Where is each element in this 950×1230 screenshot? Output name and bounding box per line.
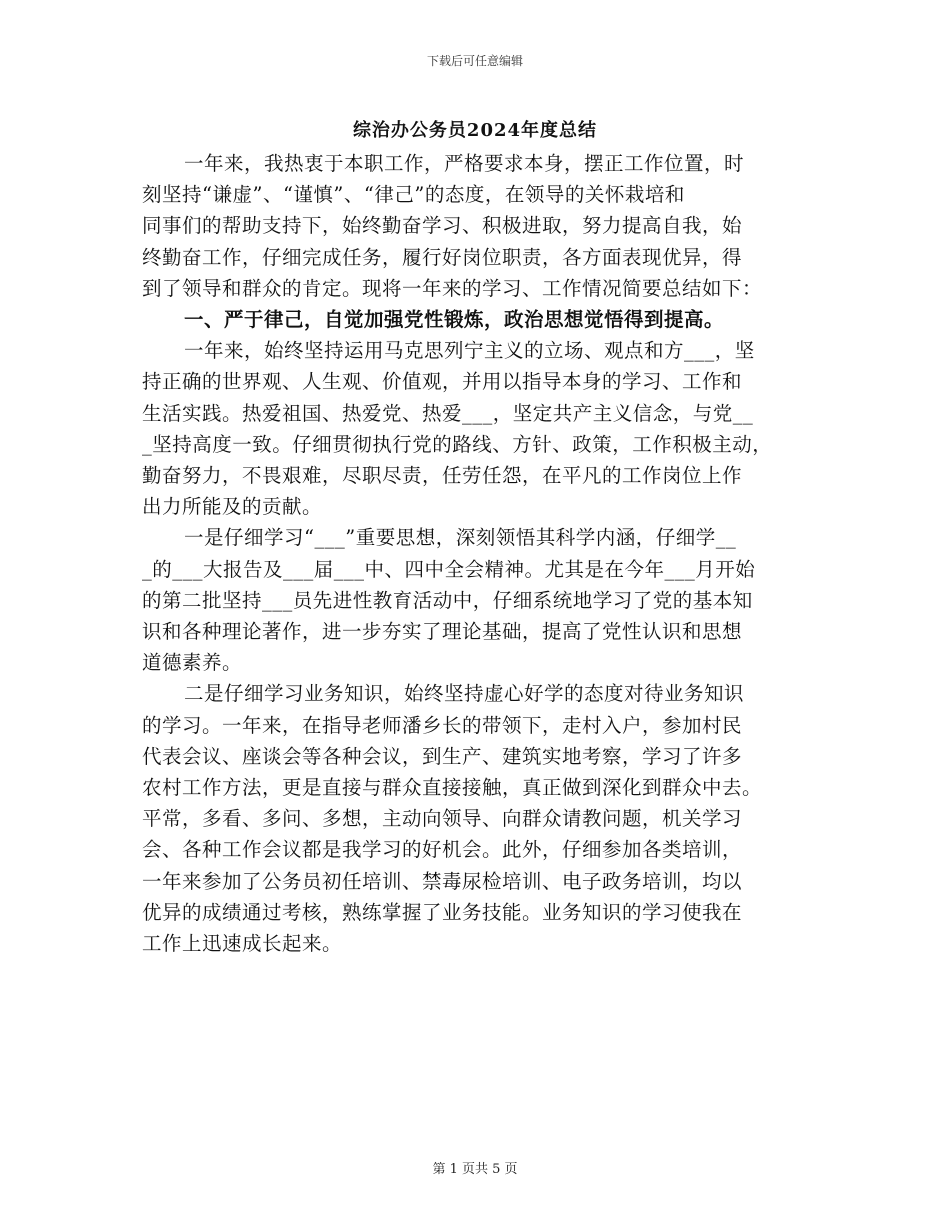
page-footer: 第 1 页共 5 页 [432, 1162, 518, 1177]
document-body [142, 148, 814, 959]
paragraph-line: 出力所能及的贡献。 [142, 495, 323, 519]
paragraph-line: 到了领导和群众的肯定。现将一年来的学习、工作情况简要总结如下： [142, 276, 763, 300]
paragraph-line: 识和各种理论著作，进一步夯实了理论基础，提高了党性认识和思想 [142, 620, 743, 644]
paragraph-line: 二是仔细学习业务知识，始终坚持虚心好学的态度对待业务知识 [184, 682, 745, 706]
section-heading-line: 一、严于律己，自觉加强党性锻炼，政治思想觉悟得到提高。 [184, 308, 725, 332]
paragraph-line: 道德素养。 [142, 651, 243, 675]
paragraph-line: 生活实践。热爱祖国、热爱党、热爱___，坚定共产主义信念，与党__ [142, 401, 754, 425]
paragraph-line: 同事们的帮助支持下，始终勤奋学习、积极进取，努力提高自我，始 [142, 214, 743, 238]
document-title: 综治办公务员2024年度总结 [352, 120, 598, 141]
paragraph-line: 的学习。一年来，在指导老师潘乡长的带领下，走村入户，参加村民 [142, 713, 743, 737]
paragraph-line: 一年来参加了公务员初任培训、禁毒尿检培训、电子政务培训，均以 [142, 869, 743, 893]
paragraph-line: 刻坚持“谦虚”、“谨慎”、“律己”的态度，在领导的关怀栽培和 [142, 183, 685, 207]
paragraph-line: 持正确的世界观、人生观、价值观，并用以指导本身的学习、工作和 [142, 370, 743, 394]
page-header-note: 下载后可任意编辑 [426, 54, 523, 68]
paragraph-line: 优异的成绩通过考核，熟练掌握了业务技能。业务知识的学习使我在 [142, 900, 743, 924]
paragraph-line: 代表会议、座谈会等各种会议，到生产、建筑实地考察，学习了许多 [142, 744, 743, 768]
paragraph-line: 一年来，始终坚持运用马克思列宁主义的立场、观点和方___，坚 [184, 339, 755, 363]
paragraph-line: _坚持高度一致。仔细贯彻执行党的路线、方针、政策，工作积极主动， [142, 432, 773, 456]
paragraph-line: 平常，多看、多问、多想，主动向领导、向群众请教问题，机关学习 [142, 807, 743, 831]
paragraph-line: 勤奋努力，不畏艰难，尽职尽责，任劳任怨，在平凡的工作岗位上作 [142, 464, 743, 488]
paragraph-line: 的第二批坚持___员先进性教育活动中，仔细系统地学习了党的基本知 [142, 588, 753, 612]
paragraph-line: 会、各种工作会议都是我学习的好机会。此外，仔细参加各类培训， [142, 838, 743, 862]
paragraph-line: _的___大报告及___届___中、四中全会精神。尤其是在今年___月开始 [142, 557, 756, 581]
paragraph-line: 一年来，我热衷于本职工作，严格要求本身，摆正工作位置，时 [184, 152, 745, 175]
paragraph-line: 终勤奋工作，仔细完成任务，履行好岗位职责，各方面表现优异，得 [142, 245, 743, 269]
paragraph-line: 农村工作方法，更是直接与群众直接接触，真正做到深化到群众中去。 [142, 776, 763, 800]
paragraph-line: 一是仔细学习“___”重要思想，深刻领悟其科学内涵，仔细学__ [184, 526, 737, 550]
paragraph-line: 工作上迅速成长起来。 [142, 932, 343, 956]
